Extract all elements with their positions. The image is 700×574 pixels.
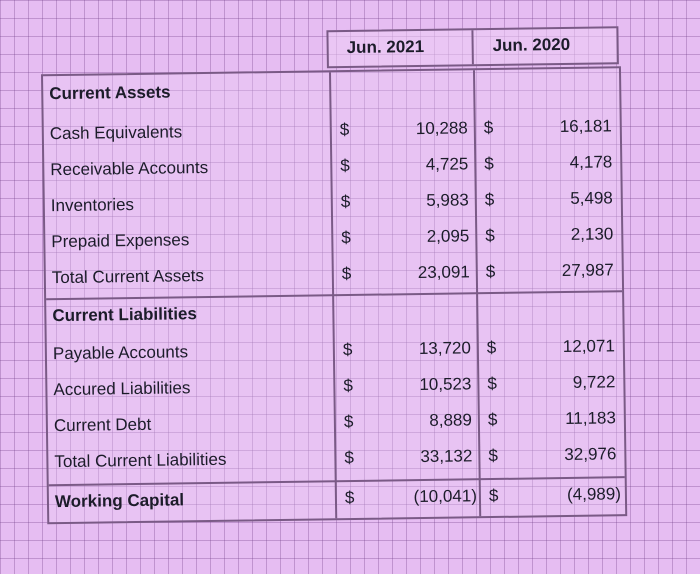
row-label[interactable]: Receivable Accounts (50, 157, 209, 180)
section-heading-liabilities (46, 290, 622, 336)
header-divider (471, 30, 473, 64)
currency-symbol: $ (488, 445, 498, 466)
currency-symbol: $ (340, 191, 351, 212)
row-label[interactable]: Inventories (50, 195, 135, 216)
currency-symbol: $ (344, 487, 355, 508)
value-2021[interactable]: 10,288 (415, 118, 468, 139)
currency-symbol: $ (344, 447, 354, 468)
section-heading-assets (43, 70, 619, 114)
currency-symbol: $ (341, 263, 352, 284)
row-label[interactable]: Prepaid Expenses (51, 230, 190, 252)
currency-symbol: $ (339, 119, 350, 140)
currency-symbol: $ (343, 375, 353, 396)
value-2021[interactable]: 4,725 (425, 154, 469, 174)
current-assets-heading[interactable]: Current Assets (49, 82, 171, 104)
working-capital-label[interactable]: Working Capital (54, 490, 185, 512)
currency-symbol: $ (340, 155, 350, 176)
working-capital-2021[interactable]: (10,041) (413, 486, 478, 507)
value-2020[interactable]: 9,722 (572, 372, 616, 392)
header-jun-2021[interactable]: Jun. 2021 (346, 36, 425, 58)
currency-symbol: $ (483, 117, 494, 138)
currency-symbol: $ (485, 225, 495, 246)
value-2020[interactable]: 4,178 (569, 152, 613, 172)
value-2021[interactable]: 2,095 (426, 226, 470, 246)
currency-symbol: $ (343, 411, 354, 432)
value-2021[interactable]: 33,132 (420, 446, 473, 467)
currency-symbol: $ (487, 373, 497, 394)
current-liabilities-heading[interactable]: Current Liabilities (52, 304, 198, 326)
value-2020[interactable]: 5,498 (570, 188, 613, 208)
currency-symbol: $ (341, 227, 351, 248)
value-2020[interactable]: 12,071 (562, 336, 615, 357)
currency-symbol: $ (487, 409, 498, 430)
value-2021[interactable]: 5,983 (426, 190, 469, 210)
value-2020[interactable]: 27,987 (561, 260, 614, 281)
currency-symbol: $ (484, 153, 494, 174)
row-label[interactable]: Accured Liabilities (53, 378, 191, 400)
currency-symbol: $ (342, 339, 353, 360)
table-row-total (48, 438, 624, 482)
row-label[interactable]: Cash Equivalents (49, 122, 183, 144)
value-2020[interactable]: 2,130 (570, 224, 614, 244)
row-label[interactable]: Total Current Liabilities (54, 449, 227, 472)
value-2021[interactable]: 8,889 (429, 410, 472, 430)
currency-symbol: $ (486, 337, 497, 358)
row-label[interactable]: Current Debt (53, 414, 152, 436)
header-row (326, 26, 619, 68)
row-label[interactable]: Payable Accounts (52, 342, 189, 364)
currency-symbol: $ (488, 485, 499, 506)
header-jun-2020[interactable]: Jun. 2020 (492, 34, 571, 55)
value-2021[interactable]: 10,523 (419, 374, 472, 395)
currency-symbol: $ (484, 189, 495, 210)
value-2020[interactable]: 11,183 (564, 408, 616, 429)
working-capital-row (49, 476, 625, 522)
value-2021[interactable]: 23,091 (417, 262, 470, 283)
row-label[interactable]: Total Current Assets (51, 266, 205, 288)
value-2020[interactable]: 16,181 (559, 116, 612, 137)
balance-table (41, 66, 627, 524)
value-2021[interactable]: 13,720 (418, 338, 471, 359)
value-2020[interactable]: 32,976 (564, 444, 617, 465)
currency-symbol: $ (485, 261, 496, 282)
working-capital-2020[interactable]: (4,989) (566, 484, 622, 504)
